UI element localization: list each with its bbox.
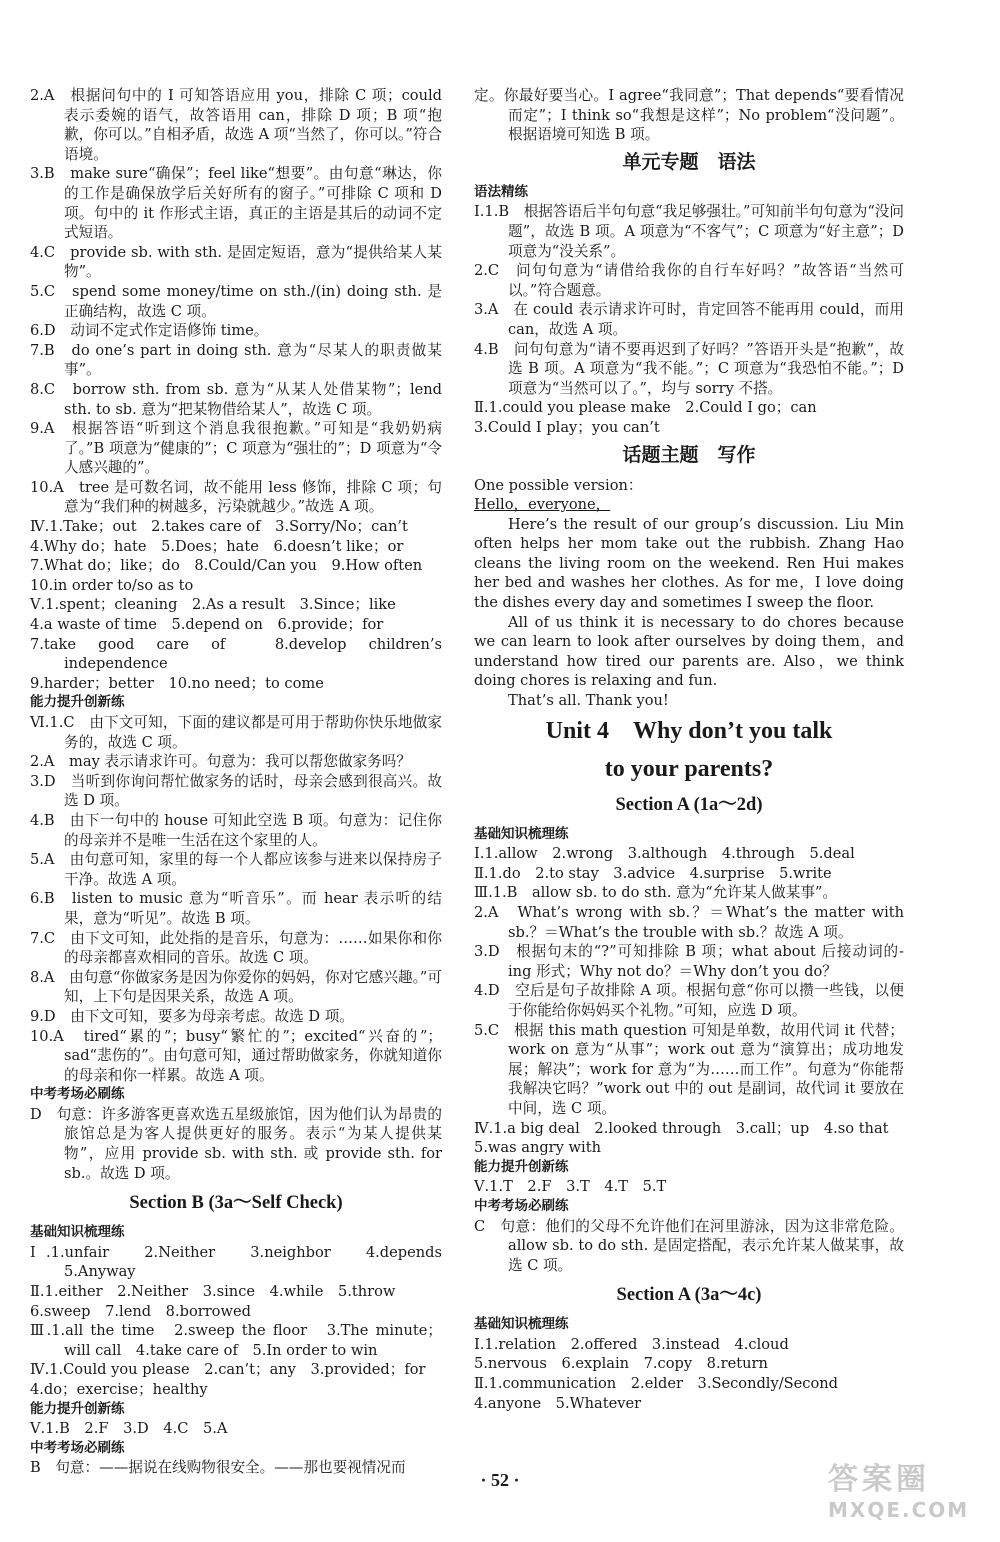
section-title: Section B (3a～Self Check) [129, 1193, 343, 1214]
section-heading: 单元专题 语法 [622, 151, 756, 173]
answer-item: Ⅴ.1.B 2.F 3.D 4.C 5.A [30, 1420, 228, 1438]
answer-item: 10.A tree 是可数名词，故不能用 less 修饰，排除 C 项；句意为“我们种的树越多，污染就越少。”故选 A 项。 [30, 478, 442, 516]
answer-item: 3.A 在 could 表示请求许可时，肯定回答不能再用 could，而用 can，故选 A 项。 [474, 301, 904, 338]
answer-paragraph: D 句意：许多游客更喜欢选五星级旅馆，因为他们认为昂贵的旅馆总是为客人提供更好的服务。表示“为某人提供某物”，应用 provide sb. with sth. 或 provide sth. for sb.。故选 D 项。 [30, 1105, 442, 1182]
answer-item: Ⅱ.1.do 2.to stay 3.advice 4.surprise 5.write [474, 864, 832, 882]
section-label: 基础知识梳理练 [474, 825, 569, 842]
answer-item: 7.take good care of 8.develop children’s independence [30, 635, 442, 673]
section-label: 能力提升创新练 [30, 694, 125, 711]
right-column [474, 86, 904, 1413]
answer-item: Ⅱ.1.communication 2.elder 3.Secondly/Second [474, 1375, 838, 1393]
answer-item: Ⅲ.1.B allow sb. to do sth. 意为“允许某人做某事”。 [474, 884, 837, 902]
answer-item: 3.Could I play；you can’t [474, 418, 660, 436]
section-label: 能力提升创新练 [474, 1158, 569, 1175]
answer-item: Ⅴ.1.T 2.F 3.T 4.T 5.T [474, 1178, 667, 1196]
answer-item: Ⅰ.1.relation 2.offered 3.instead 4.cloud [474, 1335, 789, 1353]
answer-item: 4.C provide sb. with sth. 是固定短语，意为“提供给某人某物”。 [30, 243, 442, 281]
answer-item: Ⅰ.1.B 根据答语后半句句意“我足够强壮。”可知前半句句意为“没问题”，故选 B 项。A 项意为“不客气”；C 项意为“好主意”；D 项意为“没关系”。 [474, 203, 904, 260]
section-label: 中考考场必刷练 [30, 1439, 125, 1456]
essay-line: One possible version： [474, 476, 643, 494]
answer-item: 2.A 根据问句中的 I 可知答语应用 you，排除 C 项；could 表示委婉的语气，故答语用 can，排除 D 项；B 项“抱歉，你可以。”自相矛盾，故选 A 项“当然了，你可以。”符合语境。 [30, 87, 442, 163]
answer-item: 4.anyone 5.Whatever [474, 1394, 642, 1412]
answer-item: Ⅲ.1.all the time 2.sweep the floor 3.The minute；will call 4.take care of 5.In order to win [30, 1322, 442, 1359]
answer-item: 6.B listen to music 意为“听音乐”。而 hear 表示听的结果，意为“听见”。故选 B 项。 [30, 890, 442, 927]
answer-item: 3.D 当听到你询问帮忙做家务的话时，母亲会感到很高兴。故选 D 项。 [30, 772, 442, 810]
answer-item: 8.A 由句意“你做家务是因为你爱你的妈妈，你对它感兴趣。”可知，上下句是因果关系，故选 A 项。 [30, 968, 442, 1006]
watermark-logo [828, 1462, 988, 1532]
answer-item: Ⅵ.1.C 由下文可知，下面的建议都是可用于帮助你快乐地做家务的，故选 C 项。 [30, 714, 442, 751]
answer-item: 4.a waste of time 5.depend on 6.provide；for [30, 616, 384, 634]
section-title: Section A (3a～4c) [616, 1285, 762, 1306]
section-title: Section A (1a～2d) [615, 794, 763, 815]
answer-item: Ⅳ.1.Could you please 2.can’t；any 3.provided；for [30, 1361, 426, 1379]
answer-item: 4.B 问句句意为“请不要再迟到了好吗？”答语开头是“抱歉”，故选 B 项。A 项意为“我不能。”；C 项意为“我恐怕不能。”；D 项意为“当然可以了。”，均与 sorry 不搭。 [474, 340, 904, 397]
section-label: 中考考场必刷练 [474, 1197, 569, 1214]
answer-item: Ⅰ.1.allow 2.wrong 3.although 4.through 5.deal [474, 845, 855, 863]
answer-item: 4.Why do；hate 5.Does；hate 6.doesn’t like；or [30, 537, 404, 555]
answer-item: 9.A 根据答语“听到这个消息我很抱歉。”可知是“我奶奶病了。”B 项意为“健康的”；C 项意为“强壮的”；D 项意为“令人感兴趣的”。 [30, 420, 442, 477]
section-label: 能力提升创新练 [30, 1400, 125, 1417]
answer-item: 6.sweep 7.lend 8.borrowed [30, 1302, 251, 1320]
answer-item: Ⅱ.1.could you please make 2.Could I go；can [474, 399, 817, 417]
unit-title-line2: to your parents? [604, 755, 774, 782]
answer-item: Ⅱ.1.either 2.Neither 3.since 4.while 5.throw [30, 1283, 396, 1301]
section-heading: 话题主题 写作 [622, 444, 756, 466]
essay-paragraph: Here’s the result of our group’s discussion. Liu Min often helps her mom take out the rubbish. Zhang Hao cleans the living room on the weekend. Ren Hui makes her bed and washes her clothes. As for me，I love doing the dishes every day and sometimes I sweep the floor. [474, 515, 904, 612]
answer-item: Ⅳ.1.Take；out 2.takes care of 3.Sorry/No；can’t [30, 518, 408, 536]
answer-item: 8.C borrow sth. from sb. 意为“从某人处借某物”；lend sth. to sb. 意为“把某物借给某人”，故选 C 项。 [30, 380, 442, 418]
answer-item: 5.was angry with [474, 1139, 601, 1157]
section-label: 语法精练 [474, 183, 528, 200]
answer-paragraph: B 句意：——据说在线购物很安全。——那也要视情况而 [30, 1459, 406, 1477]
section-label: 基础知识梳理练 [30, 1224, 125, 1241]
answer-item: 10.in order to/so as to [30, 576, 194, 594]
answer-item: 7.B do one’s part in doing sth. 意为“尽某人的职责做某事”。 [30, 341, 442, 379]
answer-item: 3.B make sure“确保”；feel like“想要”。由句意“琳达，你的工作是确保放学后关好所有的窗子。”可排除 C 项和 D 项。句中的 it 作形式主语，真正的主语是其后的动词不定式短语。 [30, 165, 442, 242]
left-column [30, 86, 457, 1478]
answer-item: Ⅳ.1.a big deal 2.looked through 3.call；up 4.so that [474, 1119, 889, 1137]
section-label: 基础知识梳理练 [474, 1316, 569, 1333]
answer-item: 3.D 根据句末的“?”可知排除 B 项；what about 后接动词的-ing 形式；Why not do？＝Why don’t you do？ [474, 943, 904, 980]
answer-item: 2.C 问句句意为“请借给我你的自行车好吗？”故答语“当然可以。”符合题意。 [474, 262, 904, 299]
essay-greeting: Hello，everyone， [474, 496, 611, 514]
answer-item: 7.What do；like；do 8.Could/Can you 9.How often [30, 557, 423, 575]
essay-closing: That’s all. Thank you! [508, 692, 669, 710]
answer-item: 5.C 根据 this math question 可知是单数，故用代词 it 代替；work on 意为“从事”；work out 意为“演算出；成功地发展；解决”；work for 意为“为……而工作”。句意为“你能帮我解决它吗？”work out 中的 out 是副词，故代词 it 要放在中间，选 C 项。 [474, 1021, 904, 1117]
answer-item: 4.D 空后是句子故排除 A 项。根据句意“你可以攒一些钱，以便于你能给你妈妈买个礼物。”可知，应选 D 项。 [474, 982, 904, 1019]
answer-item: 4.do；exercise；healthy [30, 1381, 208, 1398]
answer-item: 10.A tired“累的”；busy“繁忙的”；excited“兴奋的”；sad“悲伤的”。由句意可知，通过帮助做家务，你就知道你的母亲和你一样累。故选 A 项。 [30, 1027, 442, 1084]
page-number: · 52 · [480, 1470, 520, 1490]
watermark-top-text: 答案圈 [828, 1462, 930, 1497]
answer-item: 7.C 由下文可知，此处指的是音乐，句意为：……如果你和你的母亲都喜欢相同的音乐。故选 C 项。 [30, 929, 442, 967]
unit-title: Unit 4 Why don’t you talk [545, 717, 833, 744]
answer-item: 9.harder；better 10.no need；to come [30, 674, 324, 692]
answer-item: 5.nervous 6.explain 7.copy 8.return [474, 1355, 768, 1373]
answer-item: 5.A 由句意可知，家里的每一个人都应该参与进来以保持房子干净。故选 A 项。 [30, 851, 442, 888]
answer-paragraph: 定。你最好要当心。I agree“我同意”；That depends“要看情况而定”；I think so“我想是这样”；No problem“没问题”。根据语境可知选 B 项。 [474, 87, 904, 144]
answer-item: 5.C spend some money/time on sth./(in) doing sth. 是正确结构，故选 C 项。 [30, 282, 442, 320]
answer-item: 9.D 由下文可知，要多为母亲考虑。故选 D 项。 [30, 1007, 354, 1025]
watermark-url-text: MXQE.COM [828, 1498, 970, 1522]
answer-item: 2.A What’s wrong with sb.？＝What’s the matter with sb.？＝What’s the trouble with sb.？故选 A 项。 [474, 904, 904, 941]
answer-item: Ⅴ.1.spent；cleaning 2.As a result 3.Since；like [30, 596, 396, 614]
answer-item: Ⅰ.1.unfair 2.Neither 3.neighbor 4.depends 5.Anyway [30, 1243, 457, 1281]
answer-item: 6.D 动词不定式作定语修饰 time。 [30, 322, 269, 340]
essay-paragraph: All of us think it is necessary to do chores because we can learn to look after ourselves by doing them，and understand how tired our parents are. Also，we think doing chores is relaxing and fun. [474, 613, 904, 690]
answer-item: 4.B 由下一句中的 house 可知此空选 B 项。句意为：记住你的母亲并不是唯一生活在这个家里的人。 [30, 811, 442, 849]
section-label: 中考考场必刷练 [30, 1086, 125, 1103]
answer-item: 2.A may 表示请求许可。句意为：我可以帮您做家务吗？ [30, 753, 411, 771]
answer-paragraph: C 句意：他们的父母不允许他们在河里游泳，因为这非常危险。allow sb. to do sth. 是固定搭配，表示允许某人做某事，故选 C 项。 [474, 1217, 904, 1274]
